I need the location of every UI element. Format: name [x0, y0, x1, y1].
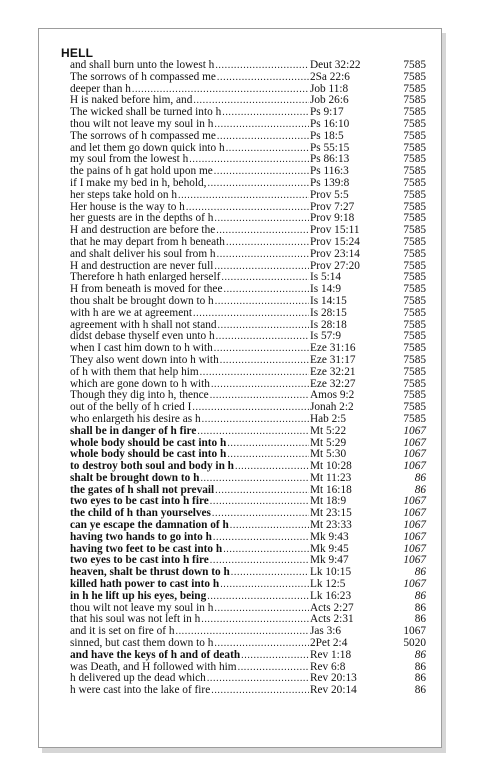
- dot-leader: [211, 685, 309, 697]
- entry-phrase: and shalt deliver his soul from h: [70, 247, 216, 260]
- list-item: [70, 532, 426, 544]
- entry-phrase: that he may depart from h beneath: [70, 235, 225, 248]
- entry-reference: Ps 9:17: [310, 106, 344, 119]
- entry-reference: Is 28:15: [310, 306, 347, 319]
- strongs-number: 1067: [403, 460, 426, 473]
- entry-reference: Rev 20:14: [310, 684, 357, 697]
- entry-reference: Rev 1:18: [310, 648, 352, 661]
- entry-list: [70, 60, 426, 697]
- dot-leader: [211, 379, 309, 391]
- strongs-number: 1067: [403, 495, 426, 508]
- dot-leader: [178, 190, 309, 202]
- dot-leader: [230, 520, 309, 532]
- entry-reference: Mt 11:23: [310, 471, 352, 484]
- dot-leader: [207, 178, 309, 190]
- dot-leader: [227, 449, 309, 461]
- entry-phrase: Though they dig into h, thence: [70, 389, 209, 402]
- entry-phrase: and it is set on fire of h: [70, 625, 175, 638]
- dot-leader: [214, 603, 309, 615]
- strongs-number: 86: [414, 684, 426, 697]
- entry-phrase: having two feet to be cast into h: [70, 542, 223, 555]
- entry-reference: Eze 32:27: [310, 377, 356, 390]
- dot-leader: [214, 213, 309, 225]
- strongs-number: 7585: [403, 353, 426, 366]
- entry-reference: Mk 9:47: [310, 554, 349, 567]
- dot-leader: [238, 662, 309, 674]
- dot-leader: [217, 131, 309, 143]
- dot-leader: [216, 331, 309, 343]
- list-item: [70, 308, 426, 320]
- strongs-number: 86: [414, 660, 426, 673]
- entry-reference: Mt 5:29: [310, 436, 347, 449]
- entry-reference: Ps 55:15: [310, 141, 350, 154]
- entry-reference: Mt 16:18: [310, 483, 352, 496]
- strongs-number: 7585: [403, 342, 426, 355]
- entry-reference: Eze 32:21: [310, 365, 356, 378]
- strongs-number: 7585: [403, 330, 426, 343]
- dot-leader: [214, 119, 309, 131]
- entry-phrase: H from beneath is moved for thee: [70, 283, 223, 296]
- entry-phrase: can ye escape the damnation of h: [70, 519, 229, 532]
- entry-phrase: thou shalt be brought down to h: [70, 294, 214, 307]
- strongs-number: 7585: [403, 247, 426, 260]
- entry-reference: Prov 5:5: [310, 188, 349, 201]
- dot-leader: [217, 72, 309, 84]
- entry-phrase: H and destruction are never full: [70, 259, 214, 272]
- entry-phrase: two eyes to be cast into h fire: [70, 554, 209, 567]
- dot-leader: [220, 355, 309, 367]
- entry-phrase: The wicked shall be turned into h: [70, 106, 222, 119]
- dot-leader: [193, 308, 309, 320]
- strongs-number: 7585: [403, 401, 426, 414]
- dot-leader: [215, 485, 309, 497]
- list-item: [70, 414, 426, 426]
- strongs-number: 7585: [403, 377, 426, 390]
- dot-leader: [226, 143, 309, 155]
- dot-leader: [223, 284, 309, 296]
- entry-reference: Mt 5:30: [310, 448, 347, 461]
- entry-reference: Rev 6:8: [310, 660, 346, 673]
- strongs-number: 7585: [403, 200, 426, 213]
- entry-phrase: whole body should be cast into h: [70, 436, 227, 449]
- entry-reference: Lk 16:23: [310, 589, 352, 602]
- strongs-number: 7585: [403, 70, 426, 83]
- entry-reference: Ps 86:13: [310, 153, 350, 166]
- strongs-number: 7585: [403, 188, 426, 201]
- dot-leader: [241, 650, 309, 662]
- entry-reference: Deut 32:22: [310, 59, 361, 71]
- dot-leader: [200, 473, 309, 485]
- dot-leader: [235, 461, 309, 473]
- dot-leader: [214, 261, 309, 273]
- entry-phrase: h were cast into the lake of fire: [70, 684, 211, 697]
- list-item: [70, 685, 426, 697]
- strongs-number: 86: [414, 589, 426, 602]
- strongs-number: 7585: [403, 294, 426, 307]
- dot-leader: [217, 249, 309, 261]
- entry-reference: Job 11:8: [310, 82, 349, 95]
- entry-phrase: out of the belly of h cried I: [70, 401, 192, 414]
- entry-phrase: when I cast him down to h with: [70, 342, 213, 355]
- dot-leader: [210, 496, 309, 508]
- entry-phrase: in h he lift up his eyes, being: [70, 589, 207, 602]
- dot-leader: [192, 402, 309, 414]
- strongs-number: 1067: [403, 542, 426, 555]
- entry-reference: Eze 31:16: [310, 342, 356, 355]
- dot-leader: [214, 166, 309, 178]
- strongs-number: 7585: [403, 141, 426, 154]
- entry-reference: Mt 5:22: [310, 424, 347, 437]
- entry-phrase: didst debase thyself even unto h: [70, 330, 215, 343]
- strongs-number: 86: [414, 566, 426, 579]
- dot-leader: [222, 107, 309, 119]
- entry-phrase: and let them go down quick into h: [70, 141, 225, 154]
- entry-reference: Prov 27:20: [310, 259, 360, 272]
- entry-phrase: h delivered up the dead which: [70, 672, 206, 685]
- entry-reference: Is 14:15: [310, 294, 347, 307]
- entry-phrase: who enlargeth his desire as h: [70, 412, 201, 425]
- strongs-number: 7585: [403, 365, 426, 378]
- strongs-number: 5020: [403, 637, 426, 650]
- strongs-number: 7585: [403, 306, 426, 319]
- entry-reference: Prov 15:24: [310, 235, 360, 248]
- strongs-number: 1067: [403, 424, 426, 437]
- strongs-number: 7585: [403, 212, 426, 225]
- dot-leader: [210, 390, 309, 402]
- dot-leader: [201, 614, 309, 626]
- entry-reference: Ps 18:5: [310, 129, 344, 142]
- entry-reference: Mt 23:33: [310, 519, 352, 532]
- strongs-number: 1067: [403, 448, 426, 461]
- entry-reference: Is 14:9: [310, 283, 342, 296]
- strongs-number: 86: [414, 471, 426, 484]
- list-item: [70, 650, 426, 662]
- entry-reference: Lk 12:5: [310, 578, 346, 591]
- entry-reference: Prov 15:11: [310, 224, 360, 237]
- strongs-number: 7585: [403, 412, 426, 425]
- dot-leader: [215, 60, 309, 72]
- entry-reference: Lk 10:15: [310, 566, 352, 579]
- entry-phrase: shalt be brought down to h: [70, 471, 200, 484]
- strongs-number: 7585: [403, 283, 426, 296]
- dot-leader: [207, 591, 309, 603]
- entry-reference: Prov 7:27: [310, 200, 355, 213]
- entry-reference: Is 57:9: [310, 330, 342, 343]
- entry-reference: Prov 9:18: [310, 212, 355, 225]
- list-item: [70, 131, 426, 143]
- strongs-number: 86: [414, 483, 426, 496]
- strongs-number: 7585: [403, 224, 426, 237]
- entry-reference: Acts 2:31: [310, 613, 354, 626]
- list-item: [70, 473, 426, 485]
- strongs-number: 7585: [403, 106, 426, 119]
- strongs-number: 7585: [403, 59, 426, 71]
- strongs-number: 7585: [403, 235, 426, 248]
- list-item: [70, 119, 426, 131]
- entry-reference: 2Sa 22:6: [310, 70, 350, 83]
- dot-leader: [220, 579, 309, 591]
- strongs-number: 1067: [403, 507, 426, 520]
- entry-phrase: having two hands to go into h: [70, 530, 212, 543]
- entry-phrase: was Death, and H followed with him: [70, 660, 237, 673]
- entry-reference: Mk 9:45: [310, 542, 349, 555]
- strongs-number: 7585: [403, 82, 426, 95]
- entry-reference: Ps 116:3: [310, 165, 349, 178]
- dot-leader: [197, 426, 309, 438]
- entry-reference: Acts 2:27: [310, 601, 354, 614]
- entry-phrase: and have the keys of h and of death: [70, 648, 241, 661]
- entry-phrase: my soul from the lowest h: [70, 153, 189, 166]
- dot-leader: [207, 673, 309, 685]
- entry-phrase: that his soul was not left in h: [70, 613, 201, 626]
- strongs-number: 7585: [403, 94, 426, 107]
- entry-phrase: the pains of h gat hold upon me: [70, 165, 213, 178]
- entry-phrase: two eyes to be cast into h fire: [70, 495, 209, 508]
- dot-leader: [223, 544, 309, 556]
- entry-reference: Hab 2:5: [310, 412, 347, 425]
- entry-reference: Job 26:6: [310, 94, 349, 107]
- strongs-number: 7585: [403, 117, 426, 130]
- entry-reference: Mt 18:9: [310, 495, 347, 508]
- entry-phrase: thou wilt not leave my soul in h: [70, 117, 214, 130]
- entry-reference: Mk 9:43: [310, 530, 349, 543]
- entry-reference: Prov 23:14: [310, 247, 360, 260]
- concordance-page: [38, 28, 442, 748]
- entry-reference: Eze 31:17: [310, 353, 356, 366]
- dot-leader: [231, 567, 309, 579]
- entry-phrase: The sorrows of h compassed me: [70, 70, 216, 83]
- strongs-number: 7585: [403, 259, 426, 272]
- dot-leader: [226, 237, 309, 249]
- entry-phrase: and shall burn unto the lowest h: [70, 59, 215, 71]
- list-item: [70, 178, 426, 190]
- dot-leader: [202, 414, 309, 426]
- entry-phrase: They also went down into h with: [70, 353, 219, 366]
- strongs-number: 1067: [403, 530, 426, 543]
- entry-phrase: heaven, shalt be thrust down to h: [70, 566, 230, 579]
- entry-reference: Rev 20:13: [310, 672, 357, 685]
- entry-phrase: sinned, but cast them down to h: [70, 637, 214, 650]
- entry-reference: Mt 10:28: [310, 460, 352, 473]
- strongs-number: 7585: [403, 165, 426, 178]
- entry-phrase: her guests are in the depths of h: [70, 212, 214, 225]
- entry-phrase: whole body should be cast into h: [70, 448, 227, 461]
- entry-reference: Is 28:18: [310, 318, 347, 331]
- entry-reference: Jas 3:6: [310, 625, 342, 638]
- dot-leader: [214, 343, 309, 355]
- dot-leader: [227, 438, 309, 450]
- entry-heading: HELL: [61, 46, 94, 60]
- dot-leader: [221, 272, 309, 284]
- entry-reference: Ps 139:8: [310, 176, 350, 189]
- entry-phrase: which are gone down to h with: [70, 377, 210, 390]
- list-item: [70, 591, 426, 603]
- list-item: [70, 426, 426, 438]
- strongs-number: 7585: [403, 129, 426, 142]
- entry-phrase: the child of h than yourselves: [70, 507, 211, 520]
- list-item: [70, 190, 426, 202]
- entry-reference: Ps 16:10: [310, 117, 350, 130]
- dot-leader: [213, 532, 309, 544]
- strongs-number: 86: [414, 648, 426, 661]
- entry-phrase: if I make my bed in h, behold,: [70, 176, 207, 189]
- list-item: [70, 237, 426, 249]
- entry-phrase: deeper than h: [70, 82, 131, 95]
- strongs-number: 1067: [403, 519, 426, 532]
- entry-phrase: killed hath power to cast into h: [70, 578, 220, 591]
- strongs-number: 7585: [403, 271, 426, 284]
- strongs-number: 7585: [403, 153, 426, 166]
- entry-phrase: thou wilt not leave my soul in h: [70, 601, 214, 614]
- entry-reference: 2Pet 2:4: [310, 637, 348, 650]
- strongs-number: 86: [414, 613, 426, 626]
- entry-phrase: with h are we at agreement: [70, 306, 193, 319]
- list-item: [70, 296, 426, 308]
- strongs-number: 7585: [403, 389, 426, 402]
- list-item: [70, 249, 426, 261]
- dot-leader: [218, 320, 309, 332]
- strongs-number: 86: [414, 601, 426, 614]
- entry-phrase: to destroy both soul and body in h: [70, 460, 234, 473]
- entry-reference: Jonah 2:2: [310, 401, 354, 414]
- entry-phrase: of h with them that help him: [70, 365, 199, 378]
- entry-phrase: Her house is the way to h: [70, 200, 185, 213]
- dot-leader: [216, 225, 309, 237]
- dot-leader: [215, 296, 309, 308]
- entry-reference: Is 5:14: [310, 271, 342, 284]
- list-item: [70, 72, 426, 84]
- entry-phrase: H and destruction are before the: [70, 224, 216, 237]
- strongs-number: 7585: [403, 176, 426, 189]
- dot-leader: [200, 367, 309, 379]
- strongs-number: 1067: [403, 436, 426, 449]
- strongs-number: 7585: [403, 318, 426, 331]
- entry-phrase: The sorrows of h compassed me: [70, 129, 216, 142]
- strongs-number: 1067: [403, 625, 426, 638]
- entry-reference: Amos 9:2: [310, 389, 355, 402]
- strongs-number: 1067: [403, 554, 426, 567]
- entry-phrase: agreement with h shall not stand: [70, 318, 217, 331]
- entry-phrase: H is naked before him, and: [70, 94, 193, 107]
- entry-phrase: her steps take hold on h: [70, 188, 177, 201]
- entry-reference: Mt 23:15: [310, 507, 352, 520]
- strongs-number: 86: [414, 672, 426, 685]
- list-item: [70, 367, 426, 379]
- entry-phrase: the gates of h shall not prevail: [70, 483, 215, 496]
- list-item: [70, 355, 426, 367]
- entry-phrase: Therefore h hath enlarged herself: [70, 271, 221, 284]
- entry-phrase: shall be in danger of h fire: [70, 424, 197, 437]
- strongs-number: 1067: [403, 578, 426, 591]
